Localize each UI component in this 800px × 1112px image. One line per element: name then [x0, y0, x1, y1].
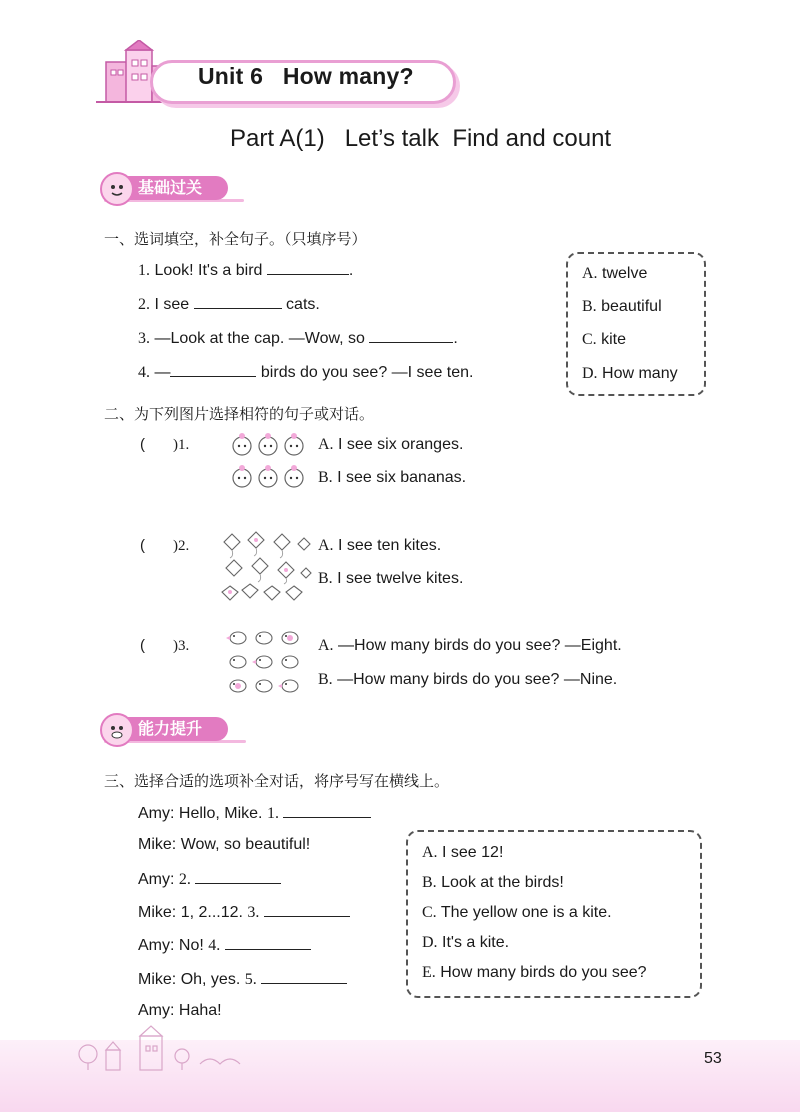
cartoon-face-icon — [100, 172, 134, 206]
unit-title: Unit 6 How many? — [198, 63, 414, 89]
question-number: 4. — [138, 364, 150, 381]
part3-option-e: E. How many birds do you see? — [422, 964, 647, 981]
question-text: I see — [154, 296, 190, 313]
question-text: — — [154, 364, 171, 381]
question-text-end: cats. — [286, 296, 320, 313]
question-text-end: birds do you see? —I see ten. — [260, 364, 474, 381]
dialogue-line-7: Amy: Haha! — [138, 1002, 222, 1019]
part3-option-c: C. The yellow one is a kite. — [422, 904, 612, 921]
answer-blank[interactable] — [194, 294, 282, 309]
part2-item-1-option-a: A. I see six oranges. — [318, 436, 464, 453]
part3-option-b: B. Look at the birds! — [422, 874, 564, 891]
answer-blank[interactable] — [369, 328, 453, 343]
question-number: 1. — [138, 262, 150, 279]
answer-blank[interactable] — [170, 362, 256, 377]
answer-blank[interactable] — [261, 969, 347, 984]
dialogue-line-1: Amy: Hello, Mike. 1. — [138, 803, 371, 823]
question-text-end: . — [348, 262, 354, 279]
dialogue-line-2: Mike: Wow, so beautiful! — [138, 836, 311, 853]
part2-item-3-option-b: B. —How many birds do you see? —Nine. — [318, 671, 618, 688]
question-text-end: . — [453, 330, 458, 347]
birds-picture-icon — [226, 626, 302, 698]
dialogue-line-3: Amy: 2. — [138, 869, 281, 889]
part1-option-a: A. twelve — [582, 265, 648, 282]
part1-question-2 — [138, 294, 320, 314]
part1-question-4 — [138, 362, 473, 382]
part2-item-2-paren[interactable]: ( )2. — [140, 537, 190, 554]
part2-item-1-paren[interactable]: ( )1. — [140, 436, 190, 453]
part1-option-d: D. How many — [582, 365, 678, 382]
part2-heading: 二、为下列图片选择相符的句子或对话。 — [104, 405, 375, 423]
part1-option-b: B. beautiful — [582, 298, 662, 315]
part3-option-a: A. I see 12! — [422, 844, 504, 861]
dialogue-line-6: Mike: Oh, yes. 5. — [138, 969, 347, 989]
decorative-castle-icon — [70, 1024, 250, 1072]
part-title: Part A(1) Let’s talk Find and count — [230, 125, 612, 152]
answer-blank[interactable] — [225, 935, 311, 950]
kites-picture-icon — [220, 530, 312, 606]
question-number: 3. — [138, 330, 150, 347]
section-badge-basic: 基础过关 — [104, 176, 228, 200]
part2-item-2-option-a: A. I see ten kites. — [318, 537, 442, 554]
part2-item-2-option-b: B. I see twelve kites. — [318, 570, 464, 587]
part1-option-c: C. kite — [582, 331, 627, 348]
dialogue-line-5: Amy: No! 4. — [138, 935, 311, 955]
answer-blank[interactable] — [264, 902, 350, 917]
question-number: 2. — [138, 296, 150, 313]
answer-blank[interactable] — [283, 803, 371, 818]
page-number: 53 — [704, 1050, 722, 1067]
part2-item-3-option-a: A. —How many birds do you see? —Eight. — [318, 637, 622, 654]
part3-option-d: D. It's a kite. — [422, 934, 510, 951]
section-badge-ability: 能力提升 — [104, 717, 228, 741]
part2-item-1-option-b: B. I see six bananas. — [318, 469, 467, 486]
question-text: Look! It's a bird — [154, 262, 263, 279]
answer-blank[interactable] — [267, 260, 349, 275]
dialogue-line-4: Mike: 1, 2...12. 3. — [138, 902, 350, 922]
answer-blank[interactable] — [195, 869, 281, 884]
part1-heading: 一、选词填空，补全句子。（只填序号） — [104, 230, 367, 248]
part3-heading: 三、选择合适的选项补全对话，将序号写在横线上。 — [104, 772, 450, 790]
part1-question-1 — [138, 260, 353, 280]
part1-question-3 — [138, 328, 458, 348]
question-text: —Look at the cap. —Wow, so — [154, 330, 365, 347]
oranges-picture-icon — [228, 432, 310, 498]
part2-item-3-paren[interactable]: ( )3. — [140, 637, 190, 654]
cartoon-monkey-icon — [100, 713, 134, 747]
